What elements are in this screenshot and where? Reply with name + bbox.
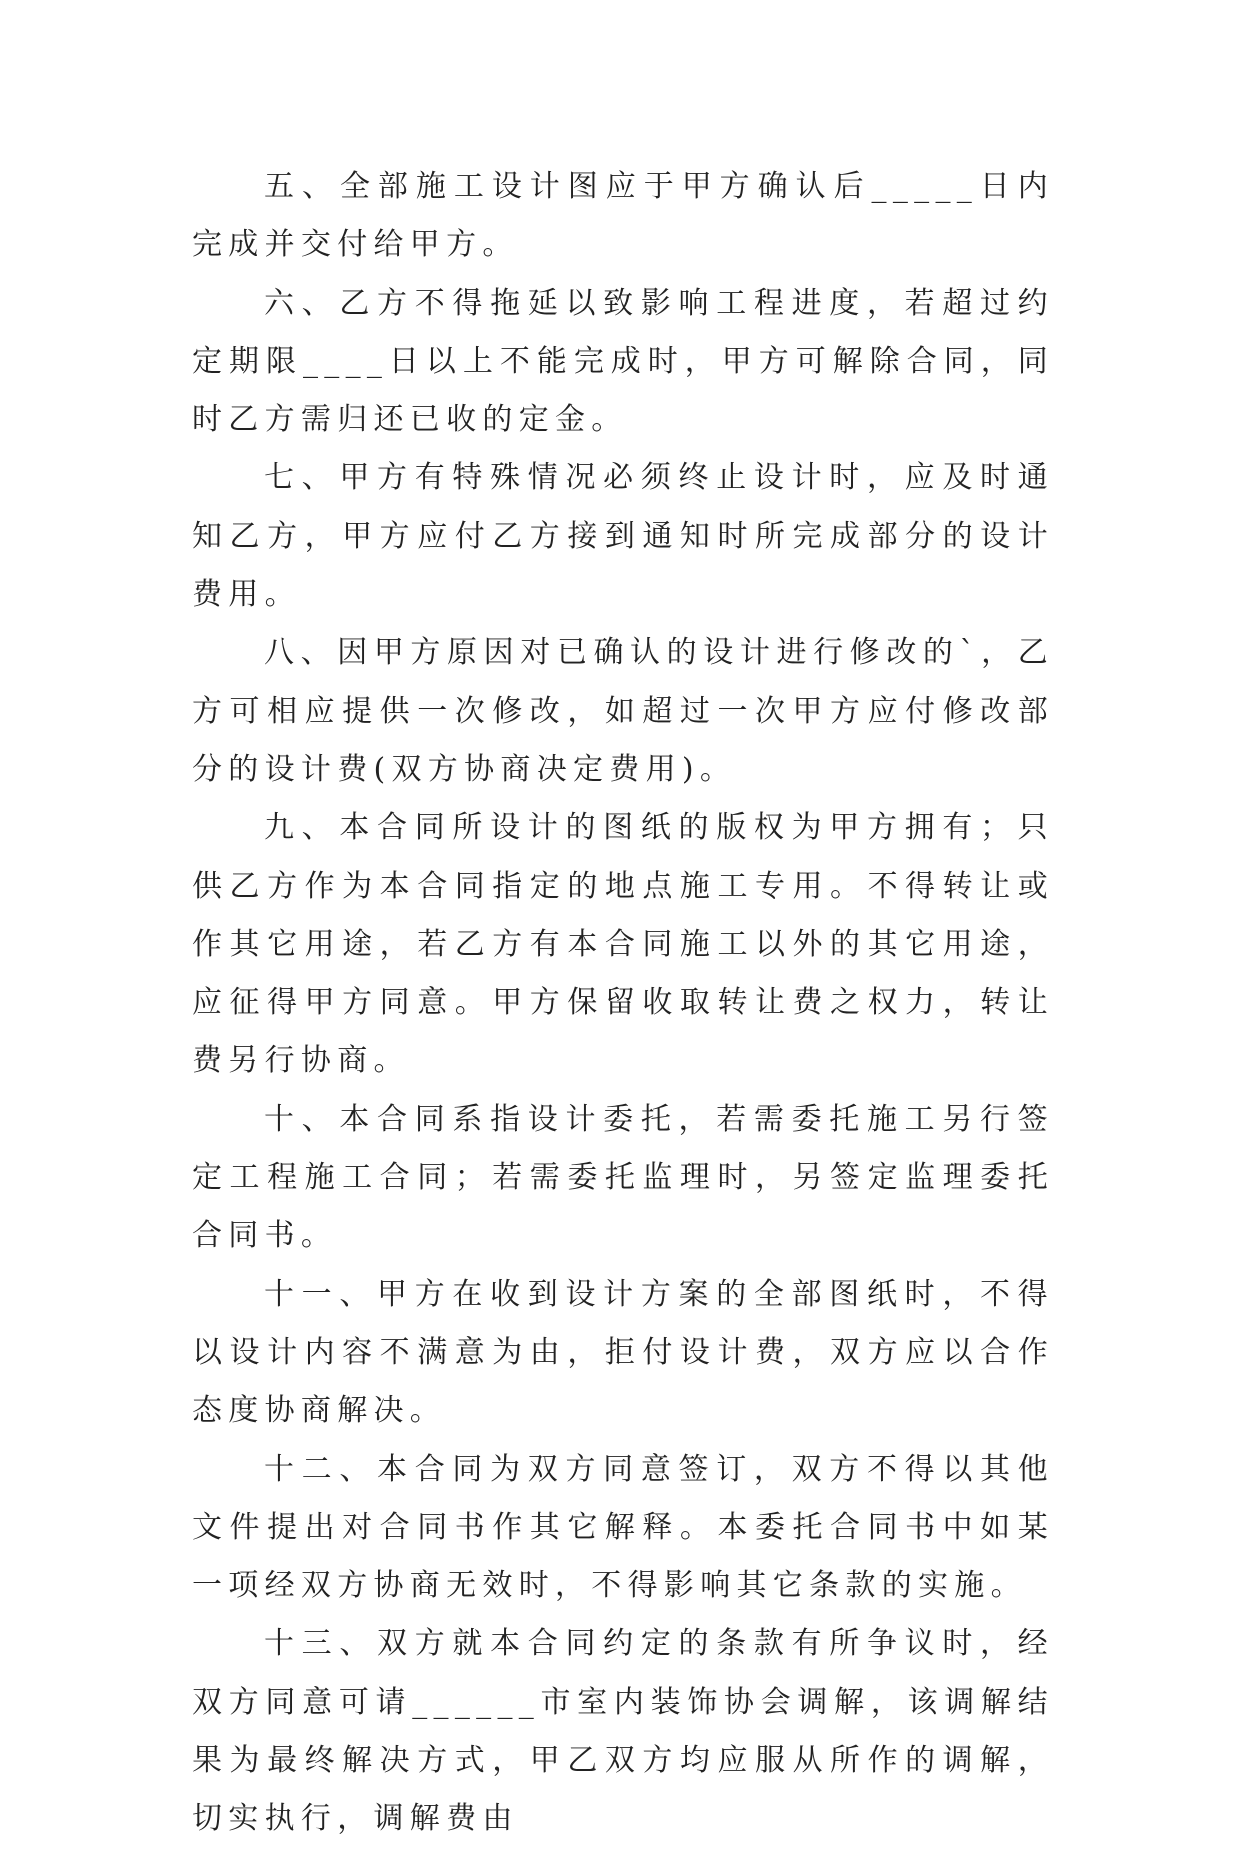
clause-5: 五、全部施工设计图应于甲方确认后_____日内完成并交付给甲方。 (192, 169, 1054, 263)
clause-13: 十三、双方就本合同约定的条款有所争议时，经双方同意可请______市室内装饰协会调解，该调解结果为最终解决方式，甲乙双方均应服从所作的调解，切实执行，调解费由 (192, 1626, 1054, 1837)
clause-10: 十、本合同系指设计委托，若需委托施工另行签定工程施工合同；若需委托监理时，另签定监理委托合同书。 (192, 1101, 1054, 1254)
clause-8: 八、因甲方原因对已确认的设计进行修改的`，乙方可相应提供一次修改，如超过一次甲方应付修改部分的设计费(双方协商决定费用)。 (192, 635, 1054, 787)
clause-7: 七、甲方有特殊情况必须终止设计时，应及时通知乙方，甲方应付乙方接到通知时所完成部分的设计费用。 (192, 460, 1054, 613)
clause-11: 十一、甲方在收到设计方案的全部图纸时，不得以设计内容不满意为由，拒付设计费，双方应以合作态度协商解决。 (192, 1276, 1054, 1429)
clause-6: 六、乙方不得拖延以致影响工程进度，若超过约定期限____日以上不能完成时，甲方可解除合同，同时乙方需归还已收的定金。 (192, 285, 1054, 438)
contract-body (192, 158, 1054, 1849)
clause-9: 九、本合同所设计的图纸的版权为甲方拥有；只供乙方作为本合同指定的地点施工专用。不得转让或作其它用途，若乙方有本合同施工以外的其它用途，应征得甲方同意。甲方保留收取转让费之权力，转让费另行协商。 (192, 810, 1054, 1079)
clause-12: 十二、本合同为双方同意签订，双方不得以其他文件提出对合同书作其它解释。本委托合同书中如某一项经双方协商无效时，不得影响其它条款的实施。 (192, 1451, 1054, 1604)
